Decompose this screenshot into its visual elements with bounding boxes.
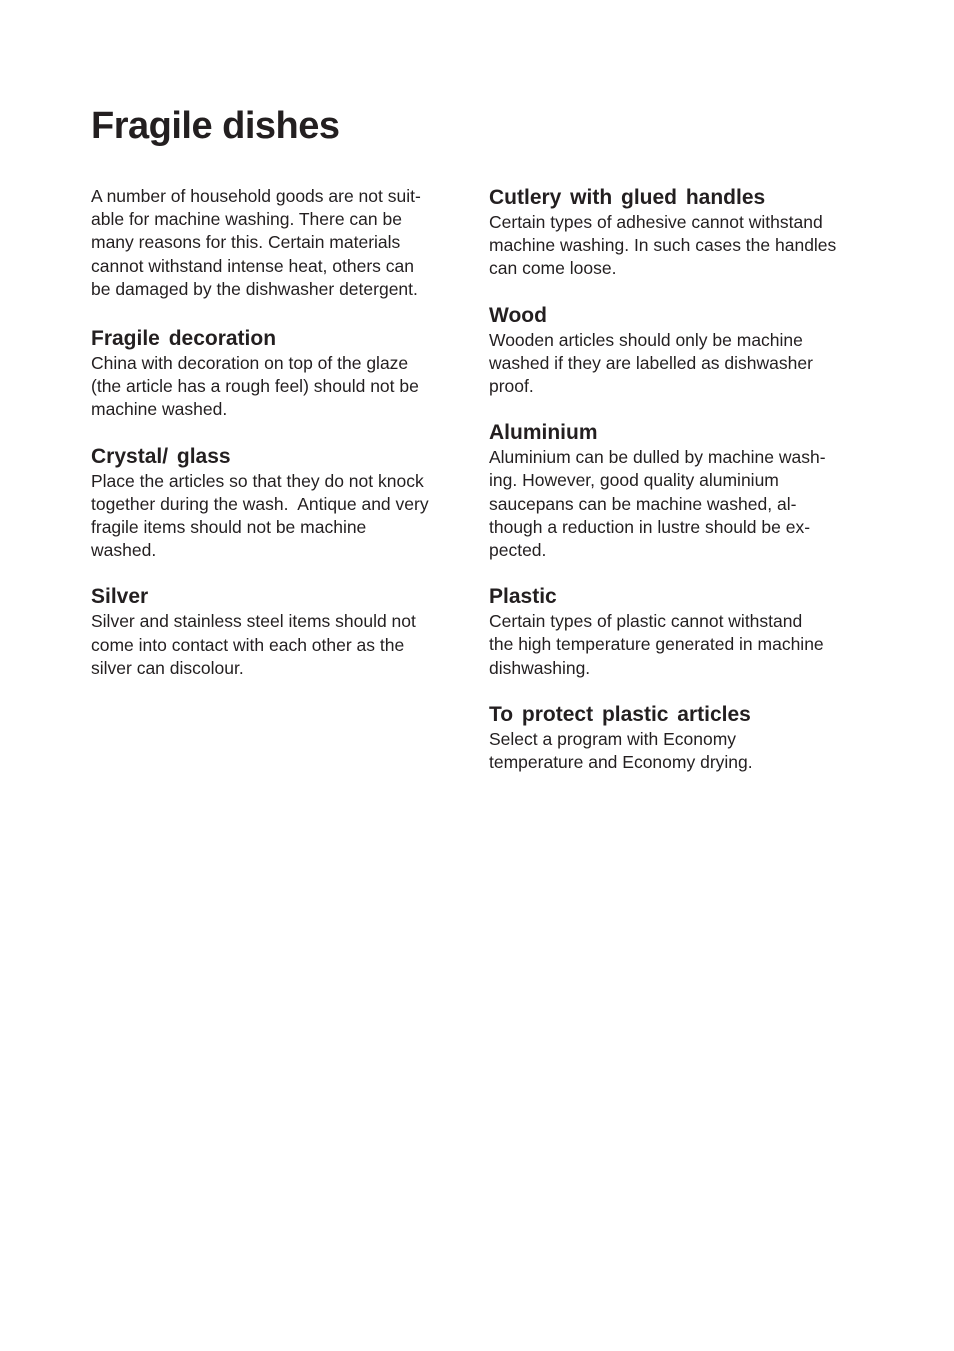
body-line: Place the articles so that they do not knock — [91, 470, 424, 491]
intro-line: cannot withstand intense heat, others can — [91, 255, 414, 276]
section-cutlery-glued-handles — [489, 185, 865, 281]
body-line: the high temperature generated in machine — [489, 634, 824, 655]
body-line: machine washed. — [91, 399, 228, 420]
section-silver — [91, 584, 463, 680]
body-line: Certain types of adhesive cannot withstand — [489, 212, 823, 232]
body-line: saucepans can be machine washed, al- — [489, 493, 797, 514]
section-heading: Cutlery with glued handles — [489, 186, 766, 209]
section-body — [489, 211, 865, 281]
body-line: dishwashing. — [489, 657, 591, 678]
body-line: silver can discolour. — [91, 657, 244, 678]
section-plastic — [489, 584, 865, 680]
section-fragile-decoration — [91, 326, 463, 422]
body-line: Aluminium can be dulled by machine wash- — [489, 447, 826, 468]
body-line: though a reduction in lustre should be ex- — [489, 516, 811, 537]
section-protect-plastic — [489, 702, 865, 774]
section-body — [91, 470, 463, 563]
section-heading: Silver — [91, 585, 149, 609]
body-line: washed if they are labelled as dishwasher — [489, 352, 813, 373]
section-heading: Fragile decoration — [91, 327, 277, 351]
body-line: come into contact with each other as the — [91, 634, 405, 655]
body-line: China with decoration on top of the glaze — [91, 353, 409, 374]
right-column — [489, 185, 865, 796]
intro-paragraph — [91, 185, 463, 301]
body-line: fragile items should not be machine — [91, 517, 367, 538]
section-body — [489, 610, 865, 680]
left-column — [91, 185, 463, 702]
section-body — [91, 610, 463, 680]
section-body — [489, 728, 865, 774]
body-line: pected. — [489, 540, 547, 561]
section-heading: Aluminium — [489, 421, 598, 445]
section-heading: Plastic — [489, 585, 557, 609]
body-line: machine washing. In such cases the handles — [489, 235, 837, 256]
section-body — [91, 352, 463, 422]
intro-line: A number of household goods are not suit- — [91, 186, 421, 206]
section-crystal-glass — [91, 444, 463, 563]
body-line: can come loose. — [489, 258, 617, 279]
body-line: (the article has a rough feel) should not be — [91, 376, 419, 397]
intro-line: be damaged by the dishwasher detergent. — [91, 278, 418, 299]
body-line: washed. — [91, 540, 157, 561]
section-heading: To protect plastic articles — [489, 702, 751, 726]
body-line: Certain types of plastic cannot withstand — [489, 611, 803, 632]
body-line: Wooden articles should only be machine — [489, 329, 803, 350]
section-wood — [489, 303, 865, 399]
body-line: Silver and stainless steel items should not — [91, 611, 416, 632]
body-line: proof. — [489, 376, 534, 397]
body-line: together during the wash. Antique and very — [91, 493, 429, 514]
section-heading: Crystal/ glass — [91, 444, 231, 468]
body-line: ing. However, good quality aluminium — [489, 470, 779, 491]
page-title: Fragile dishes — [91, 105, 340, 147]
section-body — [489, 329, 865, 399]
section-aluminium — [489, 420, 865, 562]
intro-line: able for machine washing. There can be — [91, 209, 402, 230]
section-heading: Wood — [489, 303, 547, 327]
section-body — [489, 446, 865, 562]
body-line: Select a program with Economy — [489, 728, 737, 749]
intro-line: many reasons for this. Certain materials — [91, 232, 401, 253]
body-line: temperature and Economy drying. — [489, 752, 753, 773]
